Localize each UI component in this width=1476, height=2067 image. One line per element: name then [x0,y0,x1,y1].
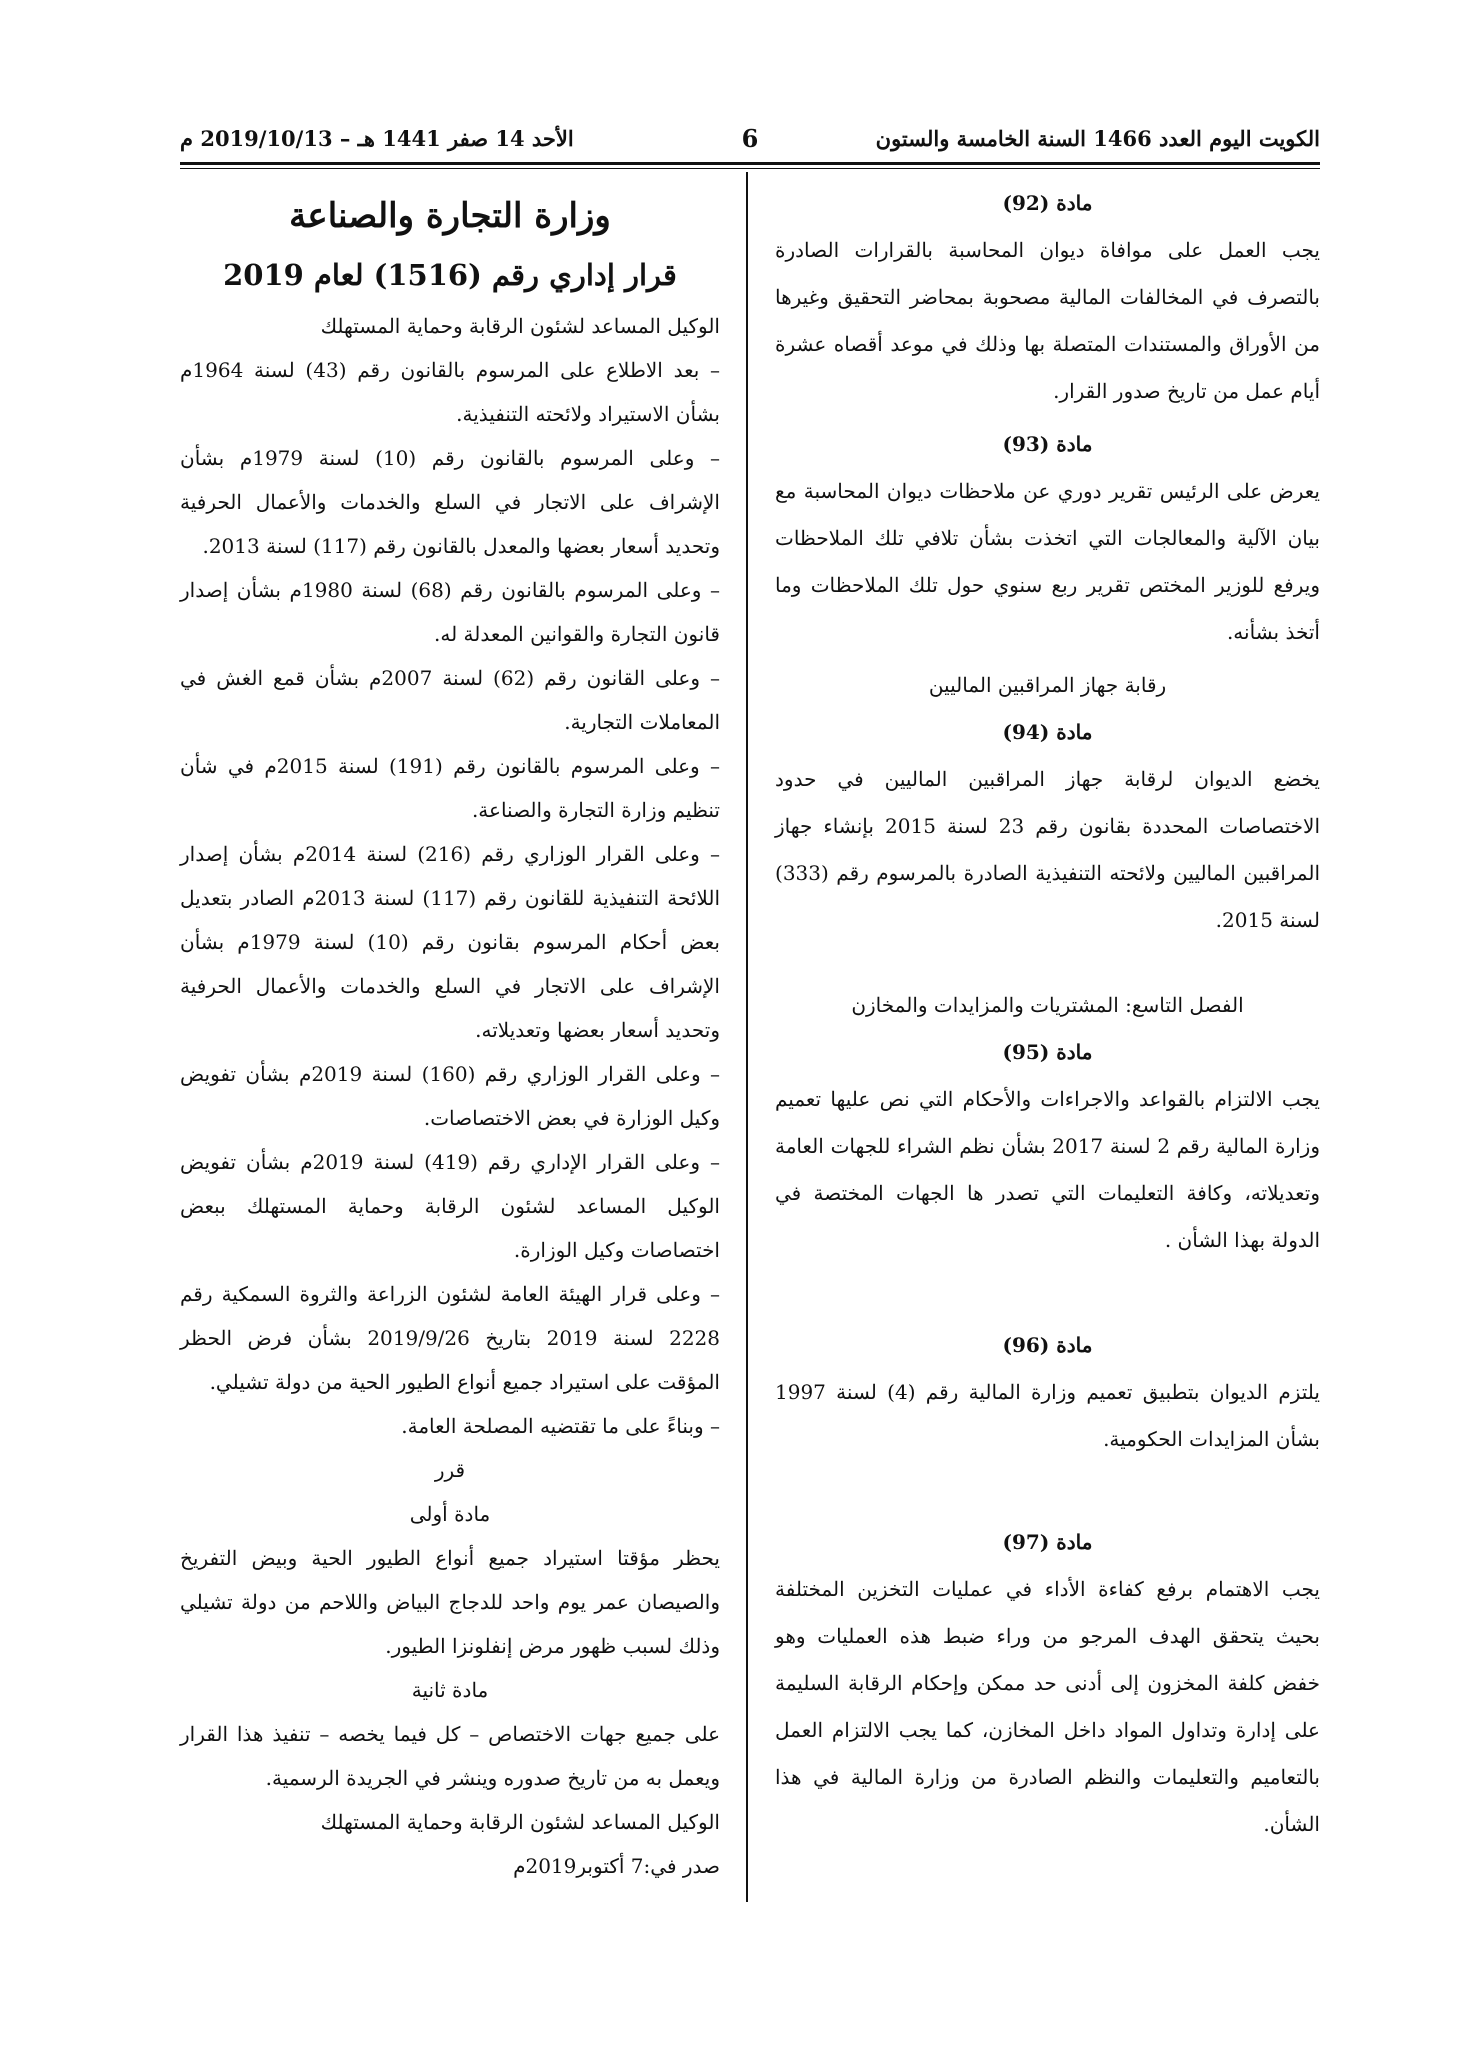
article-92-text: يجب العمل على موافاة ديوان المحاسبة بالقرارات الصادرة بالتصرف في المخالفات المالية مصحوبة بمحاضر التحقيق وغيرها من الأوراق والمستندات المتصلة بها وذلك في موعد أقصاه عشرة أيام عمل من تاريخ صدور القرار. [775,238,1321,403]
article-two-title: مادة ثانية [411,1678,489,1702]
recital-item: – وعلى القانون رقم (62) لسنة 2007م بشأن قمع الغش في المعاملات التجارية. [180,666,721,734]
article-93-text: يعرض على الرئيس تقرير دوري عن ملاحظات ديوان المحاسبة مع بيان الآلية والمعالجات التي اتخذت بشأن تلافي تلك الملاحظات ويرفع للوزير المختص تقرير ربع سنوي حول تلك الملاحظات وما أتخذ بشأنه. [775,479,1320,644]
article-one-title: مادة أولى [409,1502,491,1526]
article-97-title: مادة (97) [1002,1530,1093,1554]
header-rule-thick [180,162,1320,165]
left-column [180,180,720,1888]
header-issue-info: الكويت اليوم العدد 1466 السنة الخامسة والستون [875,125,1320,151]
article-96-text: يلتزم الديوان بتطبيق تعميم وزارة المالية رقم (4) لسنة 1997 بشأن المزايدات الحكومية. [775,1380,1320,1451]
page-number: 6 [741,123,759,153]
recital-item: – وعلى المرسوم بالقانون رقم (68) لسنة 1980م بشأن إصدار قانون التجارة والقوانين المعدلة له. [180,578,721,646]
right-column [775,180,1320,1848]
column-divider [746,172,748,1902]
recital-item: – وعلى قرار الهيئة العامة لشئون الزراعة والثروة السمكية رقم 2228 لسنة 2019 بتاريخ 2019/9/26 بشأن فرض الحظر المؤقت على استيراد جميع أنواع الطيور الحية من دولة تشيلي. [180,1282,721,1394]
section-auditors-heading: رقابة جهاز المراقبين الماليين [928,673,1167,697]
chapter-nine-heading: الفصل التاسع: المشتريات والمزايدات والمخازن [851,993,1244,1017]
article-95-title: مادة (95) [1002,1040,1093,1064]
header-rule-thin [180,168,1320,169]
article-94-text: يخضع الديوان لرقابة جهاز المراقبين الماليين في حدود الاختصاصات المحددة بقانون رقم 23 لسنة 2015 بإنشاء جهاز المراقبين الماليين ولائحته التنفيذية الصادرة بالمرسوم رقم (333) لسنة 2015. [775,767,1320,932]
recital-item: – وبناءً على ما تقتضيه المصلحة العامة. [401,1414,720,1438]
ministry-title: وزارة التجارة والصناعة [289,196,611,236]
article-96-title: مادة (96) [1002,1333,1093,1357]
article-one-text: يحظر مؤقتا استيراد جميع أنواع الطيور الحية وبيض التفريخ والصيصان عمر يوم واحد للدجاج البياض واللاحم من دولة تشيلي وذلك لسبب ظهور مرض إنفلونزا الطيور. [180,1546,720,1658]
recital-item: – وعلى القرار الوزاري رقم (160) لسنة 2019م بشأن تفويض وكيل الوزارة في بعض الاختصاصات. [180,1062,721,1130]
article-97-text: يجب الاهتمام برفع كفاءة الأداء في عمليات التخزين المختلفة بحيث يتحقق الهدف المرجو من وراء ضبط هذه العمليات وهو خفض كلفة المخزون إلى أدنى حد ممكن وإحكام الرقابة السليمة على إدارة وتداول المواد داخل المخازن، كما يجب الالتزام العمل بالتعاميم والتعليمات والنظم الصادرة من وزارة المالية في هذا الشأن. [775,1577,1320,1836]
decided-heading: قرر [434,1458,466,1482]
recital-item: – بعد الاطلاع على المرسوم بالقانون رقم (43) لسنة 1964م بشأن الاستيراد ولائحته التنفيذية. [180,358,720,426]
issue-date: صدر في:7 أكتوبر2019م [513,1854,720,1878]
page-header [180,118,1320,158]
article-93-title: مادة (93) [1002,432,1093,456]
recital-item: – وعلى المرسوم بالقانون رقم (10) لسنة 1979م بشأن الإشراف على الاتجار في السلع والخدمات والأعمال الحرفية وتحديد أسعار بعضها والمعدل بالقانون رقم (117) لسنة 2013. [180,446,720,558]
recital-item: – وعلى القرار الإداري رقم (419) لسنة 2019م بشأن تفويض الوكيل المساعد لشئون الرقابة وحماية المستهلك ببعض اختصاصات وكيل الوزارة. [180,1150,720,1262]
header-date: الأحد 14 صفر 1441 هـ – 2019/10/13 م [180,125,574,151]
recital-item: – وعلى المرسوم بالقانون رقم (191) لسنة 2015م في شأن تنظيم وزارة التجارة والصناعة. [180,754,720,822]
signature-line: الوكيل المساعد لشئون الرقابة وحماية المستهلك [320,1810,720,1834]
article-92-title: مادة (92) [1002,191,1093,215]
decision-issuer: الوكيل المساعد لشئون الرقابة وحماية المستهلك [320,314,720,338]
decision-title: قرار إداري رقم (1516) لعام 2019 [223,258,677,292]
article-94-title: مادة (94) [1002,720,1093,744]
article-two-text: على جميع جهات الاختصاص – كل فيما يخصه – تنفيذ هذا القرار ويعمل به من تاريخ صدوره وينشر في الجريدة الرسمية. [180,1722,720,1790]
article-95-text: يجب الالتزام بالقواعد والاجراءات والأحكام التي نص عليها تعميم وزارة المالية رقم 2 لسنة 2017 بشأن نظم الشراء للجهات العامة وتعديلاته، وكافة التعليمات التي تصدر ها الجهات المختصة في الدولة بهذا الشأن . [775,1087,1320,1252]
recital-item: – وعلى القرار الوزاري رقم (216) لسنة 2014م بشأن إصدار اللائحة التنفيذية للقانون رقم (117) لسنة 2013م الصادر بتعديل بعض أحكام المرسوم بقانون رقم (10) لسنة 1979م بشأن الإشراف على الاتجار في السلع والخدمات والأعمال الحرفية وتحديد أسعار بعضها وتعديلاته. [180,842,720,1042]
